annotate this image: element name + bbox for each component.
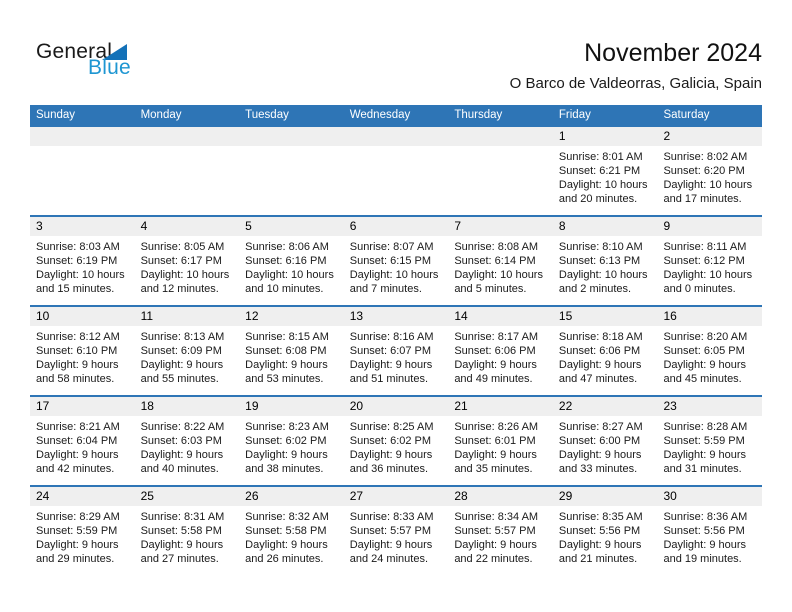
daylight-text-line1: Daylight: 9 hours: [140, 539, 224, 551]
day-number: 24: [36, 489, 50, 503]
daylight-text-line1: Daylight: 9 hours: [558, 449, 642, 461]
sunrise-text: Sunrise: 8:07 AM: [349, 241, 434, 253]
daylight-text-line2: and 24 minutes.: [349, 553, 429, 565]
day-cell-10: [30, 307, 135, 395]
sunset-text: Sunset: 6:14 PM: [454, 255, 536, 267]
day-number: 2: [663, 129, 671, 143]
day-cell-28: [448, 487, 553, 575]
logo-text-general: General: [36, 40, 113, 63]
daylight-text-line1: Daylight: 9 hours: [140, 359, 224, 371]
day-cell-18: [135, 397, 240, 485]
day-cell-27: [344, 487, 449, 575]
day-number: 13: [349, 309, 364, 323]
day-number: 5: [245, 219, 252, 233]
weekday-header-thursday: Thursday: [454, 109, 503, 121]
day-cell-29: [553, 487, 658, 575]
day-cell-empty: [344, 127, 449, 215]
sunset-text: Sunset: 6:00 PM: [558, 435, 641, 447]
day-number: 23: [663, 399, 677, 413]
sunset-text: Sunset: 5:57 PM: [454, 525, 536, 537]
sunrise-text: Sunrise: 8:34 AM: [454, 511, 539, 523]
sunset-text: Sunset: 6:07 PM: [349, 345, 432, 357]
daylight-text-line1: Daylight: 10 hours: [454, 269, 543, 281]
logo-text-blue: Blue: [88, 56, 131, 79]
sunrise-text: Sunrise: 8:15 AM: [245, 331, 329, 343]
sunrise-text: Sunrise: 8:28 AM: [663, 421, 748, 433]
daylight-text-line2: and 53 minutes.: [245, 373, 324, 385]
day-number: 21: [454, 399, 468, 413]
day-number: 17: [36, 399, 50, 413]
daylight-text-line2: and 0 minutes.: [663, 283, 736, 295]
day-cell-empty: [135, 127, 240, 215]
daylight-text-line1: Daylight: 10 hours: [140, 269, 230, 281]
day-cell-22: [553, 397, 658, 485]
sunset-text: Sunset: 6:02 PM: [349, 435, 432, 447]
weekday-header-friday: Friday: [558, 109, 591, 121]
day-number: 6: [349, 219, 357, 233]
daylight-text-line2: and 58 minutes.: [36, 373, 115, 385]
day-cell-19: [239, 397, 344, 485]
sunrise-text: Sunrise: 8:29 AM: [36, 511, 120, 523]
weekday-header-monday: Monday: [140, 109, 182, 121]
daylight-text-line1: Daylight: 9 hours: [36, 539, 119, 551]
daylight-text-line1: Daylight: 10 hours: [36, 269, 125, 281]
sunrise-text: Sunrise: 8:18 AM: [558, 331, 643, 343]
day-cell-empty: [239, 127, 344, 215]
sunset-text: Sunset: 6:09 PM: [140, 345, 222, 357]
day-cell-13: [344, 307, 449, 395]
daylight-text-line2: and 40 minutes.: [140, 463, 219, 475]
daylight-text-line1: Daylight: 9 hours: [558, 539, 642, 551]
day-cell-empty: [30, 127, 135, 215]
sunset-text: Sunset: 5:56 PM: [663, 525, 745, 537]
daylight-text-line2: and 49 minutes.: [454, 373, 533, 385]
daylight-text-line1: Daylight: 9 hours: [349, 449, 433, 461]
day-number: 26: [245, 489, 259, 503]
daylight-text-line1: Daylight: 10 hours: [558, 179, 648, 191]
sunset-text: Sunset: 6:19 PM: [36, 255, 118, 267]
sunrise-text: Sunrise: 8:23 AM: [245, 421, 329, 433]
title-block: [300, 38, 762, 92]
sunset-text: Sunset: 6:04 PM: [36, 435, 118, 447]
sunset-text: Sunset: 6:10 PM: [36, 345, 118, 357]
daylight-text-line2: and 17 minutes.: [663, 193, 742, 205]
day-cell-26: [239, 487, 344, 575]
week-row-1: [30, 125, 762, 215]
day-number: 7: [454, 219, 461, 233]
sunrise-text: Sunrise: 8:10 AM: [558, 241, 643, 253]
sunrise-text: Sunrise: 8:11 AM: [663, 241, 747, 253]
sunset-text: Sunset: 6:02 PM: [245, 435, 327, 447]
day-number: 15: [558, 309, 573, 323]
page-subtitle: O Barco de Valdeorras, Galicia, Spain: [509, 75, 762, 92]
daylight-text-line2: and 51 minutes.: [349, 373, 429, 385]
sunset-text: Sunset: 5:57 PM: [349, 525, 432, 537]
daylight-text-line2: and 33 minutes.: [558, 463, 638, 475]
sunrise-text: Sunrise: 8:35 AM: [558, 511, 643, 523]
day-cell-8: [553, 217, 658, 305]
day-number: 27: [349, 489, 364, 503]
sunset-text: Sunset: 6:01 PM: [454, 435, 536, 447]
page-title: November 2024: [584, 39, 762, 67]
sunset-text: Sunset: 6:06 PM: [454, 345, 536, 357]
day-number: 3: [36, 219, 43, 233]
day-number: 25: [140, 489, 154, 503]
sunset-text: Sunset: 6:16 PM: [245, 255, 327, 267]
daylight-text-line2: and 38 minutes.: [245, 463, 324, 475]
sunset-text: Sunset: 5:58 PM: [245, 525, 327, 537]
sunrise-text: Sunrise: 8:25 AM: [349, 421, 434, 433]
sunset-text: Sunset: 6:17 PM: [140, 255, 222, 267]
day-cell-16: [657, 307, 762, 395]
sunrise-text: Sunrise: 8:08 AM: [454, 241, 539, 253]
sunrise-text: Sunrise: 8:32 AM: [245, 511, 329, 523]
daylight-text-line2: and 10 minutes.: [245, 283, 324, 295]
day-cell-11: [135, 307, 240, 395]
daylight-text-line1: Daylight: 9 hours: [36, 449, 119, 461]
daylight-text-line1: Daylight: 10 hours: [349, 269, 439, 281]
day-number: 1: [558, 129, 566, 143]
sunrise-text: Sunrise: 8:06 AM: [245, 241, 329, 253]
daylight-text-line2: and 7 minutes.: [349, 283, 422, 295]
sunrise-text: Sunrise: 8:13 AM: [140, 331, 225, 343]
daylight-text-line1: Daylight: 9 hours: [245, 449, 328, 461]
day-number: 9: [663, 219, 671, 233]
day-cell-15: [553, 307, 658, 395]
weekday-header-wednesday: Wednesday: [349, 109, 411, 121]
weekday-header-tuesday: Tuesday: [245, 109, 289, 121]
daylight-text-line2: and 47 minutes.: [558, 373, 638, 385]
day-cell-9: [657, 217, 762, 305]
sunrise-text: Sunrise: 8:20 AM: [663, 331, 748, 343]
sunrise-text: Sunrise: 8:05 AM: [140, 241, 225, 253]
sunset-text: Sunset: 6:20 PM: [663, 165, 745, 177]
day-cell-1: [553, 127, 658, 215]
daylight-text-line1: Daylight: 9 hours: [349, 359, 433, 371]
daylight-text-line1: Daylight: 9 hours: [558, 359, 642, 371]
week-cells: [30, 397, 762, 485]
general-blue-logo: [36, 40, 156, 85]
sunrise-text: Sunrise: 8:17 AM: [454, 331, 539, 343]
daylight-text-line2: and 29 minutes.: [36, 553, 115, 565]
day-number: 28: [454, 489, 468, 503]
sunrise-text: Sunrise: 8:02 AM: [663, 151, 748, 163]
sunset-text: Sunset: 6:13 PM: [558, 255, 641, 267]
daylight-text-line2: and 27 minutes.: [140, 553, 219, 565]
weekday-header-row: [30, 105, 762, 125]
day-number: 20: [349, 399, 364, 413]
day-cell-30: [657, 487, 762, 575]
sunset-text: Sunset: 6:15 PM: [349, 255, 432, 267]
sunrise-text: Sunrise: 8:22 AM: [140, 421, 225, 433]
week-row-4: [30, 395, 762, 485]
sunset-text: Sunset: 6:12 PM: [663, 255, 745, 267]
day-number: 4: [140, 219, 148, 233]
day-cell-23: [657, 397, 762, 485]
day-cell-3: [30, 217, 135, 305]
daylight-text-line2: and 45 minutes.: [663, 373, 742, 385]
sunset-text: Sunset: 5:59 PM: [36, 525, 118, 537]
sunset-text: Sunset: 6:03 PM: [140, 435, 222, 447]
daylight-text-line2: and 5 minutes.: [454, 283, 527, 295]
day-cell-empty: [448, 127, 553, 215]
daylight-text-line1: Daylight: 9 hours: [245, 359, 328, 371]
day-cell-6: [344, 217, 449, 305]
day-cell-17: [30, 397, 135, 485]
daylight-text-line2: and 42 minutes.: [36, 463, 115, 475]
daylight-text-line2: and 20 minutes.: [558, 193, 638, 205]
sunset-text: Sunset: 6:06 PM: [558, 345, 641, 357]
sunrise-text: Sunrise: 8:16 AM: [349, 331, 434, 343]
week-cells: [30, 127, 762, 215]
sunrise-text: Sunrise: 8:03 AM: [36, 241, 120, 253]
sunrise-text: Sunrise: 8:36 AM: [663, 511, 748, 523]
daylight-text-line1: Daylight: 10 hours: [558, 269, 648, 281]
daylight-text-line1: Daylight: 9 hours: [36, 359, 119, 371]
daylight-text-line2: and 55 minutes.: [140, 373, 219, 385]
daylight-text-line2: and 21 minutes.: [558, 553, 638, 565]
sunset-text: Sunset: 5:56 PM: [558, 525, 641, 537]
sunrise-text: Sunrise: 8:21 AM: [36, 421, 120, 433]
day-number: 8: [558, 219, 566, 233]
daylight-text-line1: Daylight: 10 hours: [663, 179, 753, 191]
daylight-text-line2: and 26 minutes.: [245, 553, 324, 565]
sunrise-text: Sunrise: 8:33 AM: [349, 511, 434, 523]
sunrise-text: Sunrise: 8:31 AM: [140, 511, 225, 523]
week-row-2: [30, 215, 762, 305]
daylight-text-line2: and 22 minutes.: [454, 553, 533, 565]
day-number: 12: [245, 309, 259, 323]
sunset-text: Sunset: 5:59 PM: [663, 435, 745, 447]
daylight-text-line1: Daylight: 9 hours: [663, 539, 747, 551]
daylight-text-line2: and 31 minutes.: [663, 463, 742, 475]
weekday-header-sunday: Sunday: [36, 109, 76, 121]
week-row-3: [30, 305, 762, 395]
day-number: 30: [663, 489, 677, 503]
daylight-text-line1: Daylight: 9 hours: [245, 539, 328, 551]
daylight-text-line1: Daylight: 9 hours: [349, 539, 433, 551]
day-cell-24: [30, 487, 135, 575]
day-number: 14: [454, 309, 468, 323]
day-cell-12: [239, 307, 344, 395]
sunrise-text: Sunrise: 8:27 AM: [558, 421, 643, 433]
day-number: 19: [245, 399, 259, 413]
sunset-text: Sunset: 6:21 PM: [558, 165, 641, 177]
sunrise-text: Sunrise: 8:26 AM: [454, 421, 539, 433]
daylight-text-line2: and 35 minutes.: [454, 463, 533, 475]
daylight-text-line1: Daylight: 9 hours: [454, 539, 537, 551]
day-cell-20: [344, 397, 449, 485]
sunset-text: Sunset: 6:08 PM: [245, 345, 327, 357]
daylight-text-line2: and 15 minutes.: [36, 283, 115, 295]
daylight-text-line2: and 36 minutes.: [349, 463, 429, 475]
sunset-text: Sunset: 6:05 PM: [663, 345, 745, 357]
sunrise-text: Sunrise: 8:01 AM: [558, 151, 643, 163]
sunset-text: Sunset: 5:58 PM: [140, 525, 222, 537]
day-cell-21: [448, 397, 553, 485]
daylight-text-line1: Daylight: 9 hours: [140, 449, 224, 461]
day-number: 22: [558, 399, 573, 413]
day-cell-14: [448, 307, 553, 395]
day-cell-25: [135, 487, 240, 575]
calendar-body: [30, 125, 762, 575]
day-number: 16: [663, 309, 677, 323]
sunrise-text: Sunrise: 8:12 AM: [36, 331, 120, 343]
day-number: 10: [36, 309, 50, 323]
weekday-header-saturday: Saturday: [663, 109, 710, 121]
day-cell-2: [657, 127, 762, 215]
calendar: [30, 105, 762, 575]
daylight-text-line1: Daylight: 9 hours: [663, 359, 747, 371]
day-number: 18: [140, 399, 154, 413]
day-number: 29: [558, 489, 573, 503]
week-row-5: [30, 485, 762, 575]
daylight-text-line1: Daylight: 10 hours: [245, 269, 334, 281]
daylight-text-line2: and 2 minutes.: [558, 283, 632, 295]
week-cells: [30, 307, 762, 395]
daylight-text-line2: and 12 minutes.: [140, 283, 219, 295]
daylight-text-line2: and 19 minutes.: [663, 553, 742, 565]
day-cell-7: [448, 217, 553, 305]
day-number: 11: [140, 309, 154, 323]
daylight-text-line1: Daylight: 10 hours: [663, 269, 753, 281]
day-cell-5: [239, 217, 344, 305]
daylight-text-line1: Daylight: 9 hours: [454, 449, 537, 461]
week-cells: [30, 487, 762, 575]
daylight-text-line1: Daylight: 9 hours: [663, 449, 747, 461]
week-cells: [30, 217, 762, 305]
daylight-text-line1: Daylight: 9 hours: [454, 359, 537, 371]
day-cell-4: [135, 217, 240, 305]
